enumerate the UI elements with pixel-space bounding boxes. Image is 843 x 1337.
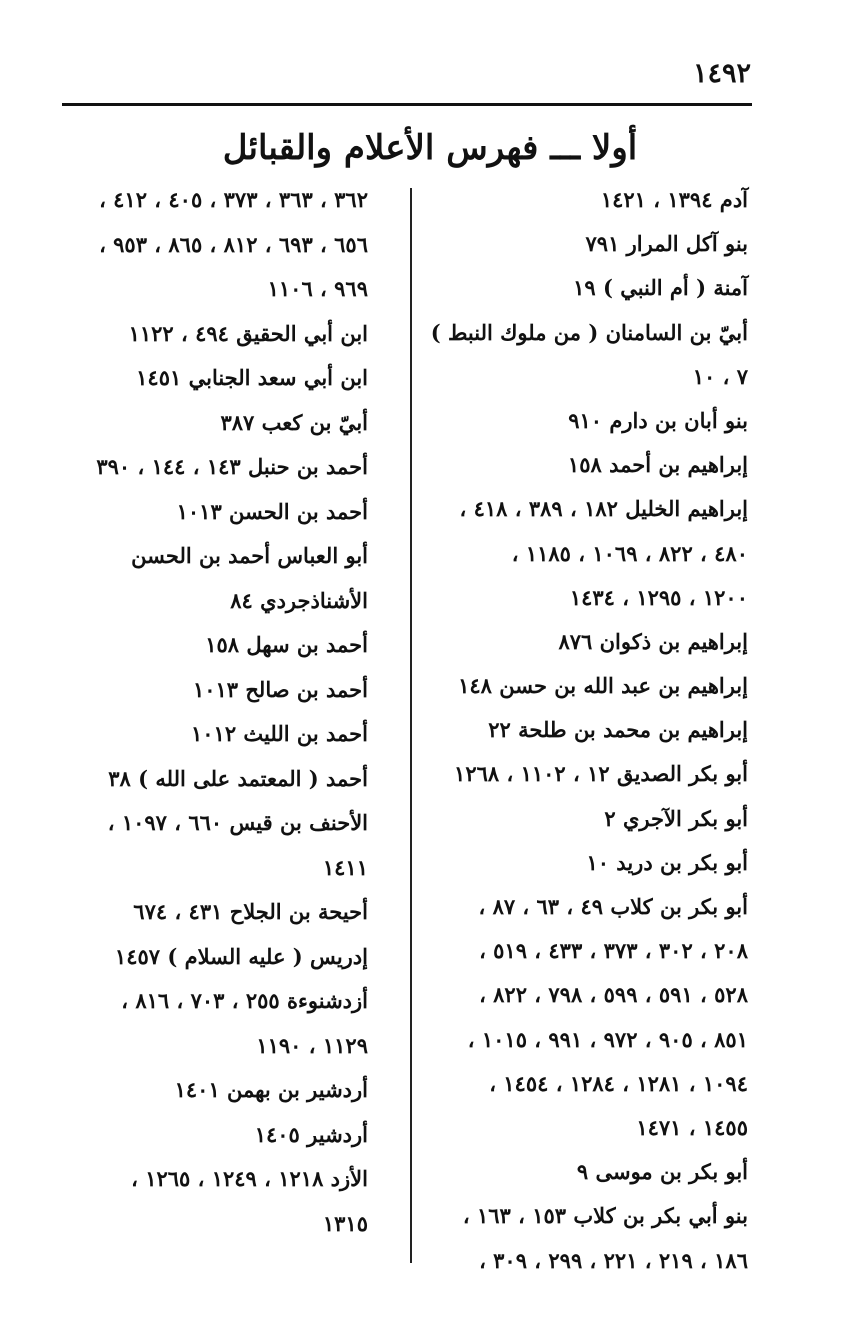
index-entry-line: إبراهيم الخليل ١٨٢ ، ٣٨٩ ، ٤١٨ ، bbox=[459, 496, 748, 522]
index-entry-line: أبيّ بن كعب ٣٨٧ bbox=[220, 409, 368, 435]
section-title: أولا ـــ فهرس الأعلام والقبائل bbox=[222, 128, 638, 168]
index-entry-line: أزدشنوءة ٢٥٥ ، ٧٠٣ ، ٨١٦ ، bbox=[121, 988, 368, 1013]
index-entry-line: ١٤٥٥ ، ١٤٧١ bbox=[636, 1114, 748, 1140]
index-entry-line: إبراهيم بن محمد بن طلحة ٢٢ bbox=[488, 717, 748, 743]
index-entry-line: ١٨٦ ، ٢١٩ ، ٢٢١ ، ٢٩٩ ، ٣٠٩ ، bbox=[479, 1247, 748, 1273]
index-entry-line: ٤٨٠ ، ٨٢٢ ، ١٠٦٩ ، ١١٨٥ ، bbox=[511, 540, 748, 566]
index-entry-line: الأحنف بن قيس ٦٦٠ ، ١٠٩٧ ، bbox=[107, 810, 368, 835]
index-entry-line: أحمد بن الحسن ١٠١٣ bbox=[176, 498, 368, 524]
index-entry-line: آمنة ( أم النبي ) ١٩ bbox=[573, 275, 748, 301]
index-entry-line: ٧ ، ١٠ bbox=[692, 363, 748, 389]
index-entry-line: أبو بكر الآجري ٢ bbox=[604, 805, 748, 831]
index-entry-line: بنو آكل المرار ٧٩١ bbox=[585, 231, 748, 257]
index-entry-line: ٦٥٦ ، ٦٩٣ ، ٨١٢ ، ٨٦٥ ، ٩٥٣ ، bbox=[99, 231, 368, 257]
index-column-right bbox=[428, 178, 748, 1283]
index-entry-line: ابن أبي سعد الجنابي ١٤٥١ bbox=[136, 365, 368, 390]
index-entry-line: أبو بكر الصديق ١٢ ، ١١٠٢ ، ١٢٦٨ bbox=[454, 761, 748, 787]
index-entry-line: أحمد بن الليث ١٠١٢ bbox=[190, 721, 368, 746]
column-divider bbox=[410, 188, 412, 1263]
index-entry-line: أبو بكر بن موسى ٩ bbox=[576, 1159, 748, 1185]
index-entry-line: أحمد بن حنبل ١٤٣ ، ١٤٤ ، ٣٩٠ bbox=[96, 454, 368, 479]
index-entry-line: الأزد ١٢١٨ ، ١٢٤٩ ، ١٢٦٥ ، bbox=[131, 1166, 368, 1191]
index-entry-line: أحمد بن سهل ١٥٨ bbox=[205, 632, 368, 657]
index-entry-line: ابن أبي الحقيق ٤٩٤ ، ١١٢٢ bbox=[128, 320, 368, 346]
index-entry-line: ٨٥١ ، ٩٠٥ ، ٩٧٢ ، ٩٩١ ، ١٠١٥ ، bbox=[467, 1026, 748, 1052]
header-rule bbox=[62, 103, 752, 106]
index-entry-line: إبراهيم بن عبد الله بن حسن ١٤٨ bbox=[458, 673, 748, 699]
index-entry-line: أحمد ( المعتمد على الله ) ٣٨ bbox=[108, 765, 368, 791]
page-number: ١٤٩٢ bbox=[692, 58, 751, 89]
index-entry-line: ١٤١١ bbox=[322, 854, 368, 880]
index-entry-line: أبو العباس أحمد بن الحسن bbox=[131, 543, 368, 568]
index-entry-line: ٢٠٨ ، ٣٠٢ ، ٣٧٣ ، ٤٣٣ ، ٥١٩ ، bbox=[479, 938, 748, 964]
index-entry-line: ١٠٩٤ ، ١٢٨١ ، ١٢٨٤ ، ١٤٥٤ ، bbox=[489, 1070, 748, 1096]
index-entry-line: أردشير ١٤٠٥ bbox=[254, 1121, 368, 1147]
index-entry-line: ٥٢٨ ، ٥٩١ ، ٥٩٩ ، ٧٩٨ ، ٨٢٢ ، bbox=[479, 982, 748, 1008]
index-entry-line: بنو أبي بكر بن كلاب ١٥٣ ، ١٦٣ ، bbox=[462, 1203, 748, 1229]
index-entry-line: بنو أبان بن دارم ٩١٠ bbox=[568, 407, 748, 433]
index-entry-line: ٩٦٩ ، ١١٠٦ bbox=[267, 276, 368, 301]
index-column-left bbox=[58, 178, 368, 1246]
index-entry-line: أردشير بن بهمن ١٤٠١ bbox=[174, 1077, 368, 1102]
index-entry-line: أبو بكر بن دريد ١٠ bbox=[586, 849, 748, 875]
index-entry-line: ١٢٠٠ ، ١٢٩٥ ، ١٤٣٤ bbox=[569, 584, 748, 610]
index-entry-line: ١٣١٥ bbox=[322, 1210, 368, 1236]
index-entry-line: أحيحة بن الجلاح ٤٣١ ، ٦٧٤ bbox=[133, 899, 368, 924]
index-entry-line: أبو بكر بن كلاب ٤٩ ، ٦٣ ، ٨٧ ، bbox=[478, 894, 748, 919]
index-entry-line: الأشناذجردي ٨٤ bbox=[230, 587, 368, 613]
index-entry-line: ٣٦٢ ، ٣٦٣ ، ٣٧٣ ، ٤٠٥ ، ٤١٢ ، bbox=[99, 187, 368, 212]
index-entry-line: إبراهيم بن ذكوان ٨٧٦ bbox=[558, 628, 748, 654]
index-entry-line: أحمد بن صالح ١٠١٣ bbox=[192, 676, 368, 702]
index-entry-line: آدم ١٣٩٤ ، ١٤٢١ bbox=[600, 187, 748, 212]
index-entry-line: إدريس ( عليه السلام ) ١٤٥٧ bbox=[114, 943, 368, 969]
index-entry-line: إبراهيم بن أحمد ١٥٨ bbox=[567, 452, 748, 478]
index-entry-line: أبيّ بن السامنان ( من ملوك النبط ) bbox=[430, 319, 748, 345]
index-entry-line: ١١٢٩ ، ١١٩٠ bbox=[256, 1032, 368, 1058]
